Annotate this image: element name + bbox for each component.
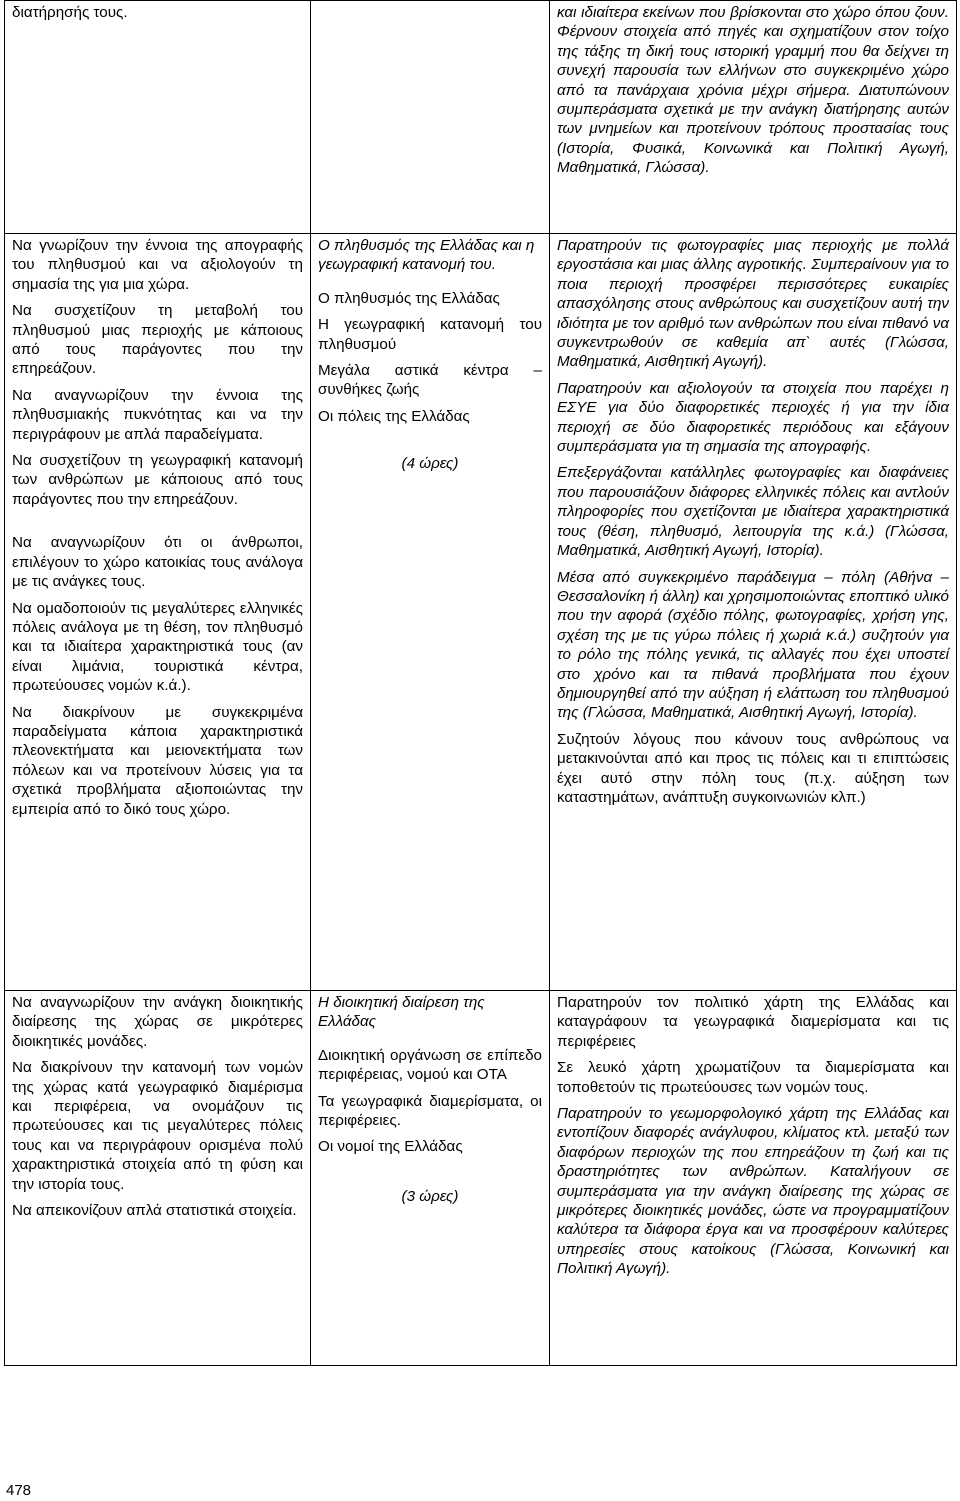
- hours-label: (4 ώρες): [401, 455, 459, 473]
- table-row: [5, 991, 957, 1366]
- unit-title: Ο πληθυσμός της Ελλάδας και η γεωγραφική κατανομή του.: [318, 237, 535, 274]
- activity-text: Παρατηρούν και αξιολογούν τα στοιχεία που παρέχει η ΕΣΥΕ για δύο διαφορετικές περιοχές ή για την ίδια περιοχή σε δύο διαφορετικές περιόδους και εξάγουν συμπεράσματα για τη σημασία της απογραφής.: [557, 379, 949, 456]
- topic-text: Μεγάλα αστικά κέντρα – συνθήκες ζωής: [318, 362, 542, 399]
- topic-text: Οι πόλεις της Ελλάδας: [318, 407, 470, 425]
- topic-text: Η γεωγραφική κατανομή του πληθυσμού: [318, 316, 542, 353]
- activity-text: και ιδιαίτερα εκείνων που βρίσκονται στο χώρο όπου ζουν. Φέρνουν στοιχεία από πηγές και σχηματίζουν στον τοίχο της τάξης τη δική τους ιστορική γραμμή που θα δείχνει τη συνεχή παρουσία των ελλήνων στο συγκεκριμένο χώρο από τα πανάρχαια χρόνια μέχρι σήμερα. Διατυπώνουν συμπεράσματα σχετικά με την ανάγκη διατήρησης αυτών των μνημείων και προτείνουν τρόπους προστασίας τους (Ιστορία, Φυσικά, Κοινωνικά και Πολιτική Αγωγή, Μαθηματικά, Γλώσσα).: [557, 4, 949, 177]
- objective-text: Να αναγνωρίζουν ότι οι άνθρωποι, επιλέγουν το χώρο κατοικίας τους ανάλογα με τις ανάγκες τους.: [12, 534, 303, 591]
- table-row: [5, 234, 957, 991]
- objective-text: Να διακρίνουν την κατανομή των νομών της χώρας κατά γεωγραφικό διαμέρισμα και περιφέρεια, να ονομάζουν τις πρωτεύουσες και τις μεγαλύτερες πόλεις τους και να περιγράφουν ορισμένα πολύ χαρακτηριστικά στοιχεία από τη φύση και την ιστορία τους.: [12, 1059, 303, 1193]
- activity-text: Μέσα από συγκεκριμένο παράδειγμα – πόλη (Αθήνα – Θεσσαλονίκη ή άλλη) και χρησιμοποιώντας εποπτικό υλικό που την αφορά (σχέδιο πόλης, φωτογραφίες, χρήση γης, σχέση της με τις γύρω πόλεις ή χωριά κ.ά.) συζητούν για το ρόλο της πόλης γενικά, τις αλλαγές που έχει υποστεί στο χρόνο και τα πιθανά προβλήματα που έχουν δημιουργηθεί από την αύξηση ή ελάττωση του πληθυσμού της (Γλώσσα, Μαθηματικά, Αισθητική Αγωγή, Ιστορία).: [557, 568, 949, 722]
- activity-text: Παρατηρούν τον πολιτικό χάρτη της Ελλάδας και καταγράφουν τα γεωγραφικά διαμερίσματα και τις περιφέρειες: [557, 994, 949, 1050]
- unit-title: Η διοικητική διαίρεση της Ελλάδας: [318, 994, 485, 1031]
- topic-text: Τα γεωγραφικά διαμερίσματα, οι περιφέρειες.: [318, 1092, 542, 1130]
- objective-text: διατήρησής τους.: [12, 4, 128, 21]
- activities-cell: [550, 991, 957, 1366]
- objectives-cell: [5, 1, 311, 234]
- objective-text: Να διακρίνουν με συγκεκριμένα παραδείγματα κάποια χαρακτηριστικά πλεονεκτήματα και μειονεκτήματα των πόλεων και να προτείνουν λύσεις για τα σχετικά προβλήματα αξιοποιώντας την εμπειρία από το δικό τους χώρο.: [12, 703, 303, 818]
- objective-text: Να συσχετίζουν τη μεταβολή του πληθυσμού μιας περιοχής με κάποιους από τους παράγοντες που την επηρεάζουν.: [12, 302, 303, 378]
- table-row: [5, 1, 957, 234]
- activities-cell: [550, 234, 957, 991]
- activity-text: Συζητούν λόγους που κάνουν τους ανθρώπους να μετακινούνται από και προς τις πόλεις και τι επιπτώσεις έχει αυτό στην πόλη τους (π.χ. αύξηση των καταστημάτων, ανάπτυξη συγκοινωνιών κλπ.): [557, 730, 949, 806]
- topics-cell: [311, 991, 550, 1366]
- objective-text: Να απεικονίζουν απλά στατιστικά στοιχεία.: [12, 1202, 297, 1220]
- topic-text: Οι νομοί της Ελλάδας: [318, 1138, 463, 1156]
- topics-cell: [311, 1, 550, 234]
- objective-text: Να αναγνωρίζουν την έννοια της πληθυσμιακής πυκνότητας και να την περιγράφουν με απλά παραδείγματα.: [12, 386, 303, 443]
- objective-text: Να συσχετίζουν τη γεωγραφική κατανομή των ανθρώπων με κάποιους από τους παράγοντες που την επηρεάζουν.: [12, 452, 303, 508]
- objective-text: Να αναγνωρίζουν την ανάγκη διοικητικής διαίρεσης της χώρας σε μικρότερες διοικητικές μονάδες.: [12, 994, 303, 1050]
- activity-text: Παρατηρούν τις φωτογραφίες μιας περιοχής με πολλά εργοστάσια και μιας άλλης αγροτικής. Συμπεραίνουν για το ποια περιοχή προσφέρει περισσότερες ευκαιρίες απασχόλησης στους ανθρώπους και συσχετίζουν αυτή την ιδιότητα με τον αριθμό των ανθρώπων που είναι πιθανό να συγκεντρωθούν σε καθεμία απ` αυτές (Γλώσσα, Μαθηματικά, Αισθητική Αγωγή).: [557, 237, 949, 371]
- objectives-cell: [5, 234, 311, 991]
- activity-text: Επεξεργάζονται κατάλληλες φωτογραφίες και διαφάνειες που παρουσιάζουν διάφορες ελληνικές πόλεις και αντλούν πληροφορίες που σχετίζονται με ιδιαίτερα χαρακτηριστικά τους (θέση, πληθυσμό, λειτουργία της κ.ά.) (Γλώσσα, Μαθηματικά, Αισθητική Αγωγή, Ιστορία).: [557, 464, 949, 560]
- objective-text: Να ομαδοποιούν τις μεγαλύτερες ελληνικές πόλεις ανάλογα με τη θέση, τον πληθυσμό και τα ιδιαίτερα χαρακτηριστικά τους (αν είναι λιμάνια, τουριστικά κέντρα, πρωτεύουσες νομών κ.ά.).: [12, 599, 303, 695]
- activities-cell: [550, 1, 957, 234]
- objective-text: Να γνωρίζουν την έννοια της απογραφής του πληθυσμού και να αξιολογούν τη σημασία της για μια χώρα.: [12, 237, 303, 293]
- topic-text: Διοικητική οργάνωση σε επίπεδο περιφέρειας, νομού και ΟΤΑ: [318, 1046, 542, 1084]
- hours-label: (3 ώρες): [401, 1187, 459, 1205]
- activity-text: Σε λευκό χάρτη χρωματίζουν τα διαμερίσματα και τοποθετούν τις πρωτεύουσες των νομών τους.: [557, 1059, 949, 1096]
- activity-text: Παρατηρούν το γεωμορφολογικό χάρτη της Ελλάδας και εντοπίζουν διαφορές ανάγλυφου, κλίματος κτλ. μεταξύ των διαφόρων περιοχών της που επηρεάζουν τη ζωή και τις δραστηριότητες των ανθρώπων. Καταλήγουν σε συμπεράσματα για την ανάγκη διαίρεσης της χώρας σε μικρότερες διοικητικές μονάδες, ώστε να προγραμματίζουν καλύτερα τα διάφορα έργα και να προσφέρουν καλύτερες υπηρεσίες στους κατοίκους (Γλώσσα, Κοινωνική και Πολιτική Αγωγή).: [557, 1105, 949, 1278]
- topic-text: Ο πληθυσμός της Ελλάδας: [318, 289, 500, 307]
- objectives-cell: [5, 991, 311, 1366]
- page-number: 478: [6, 1482, 32, 1499]
- topics-cell: [311, 234, 550, 991]
- curriculum-table: [4, 0, 957, 1366]
